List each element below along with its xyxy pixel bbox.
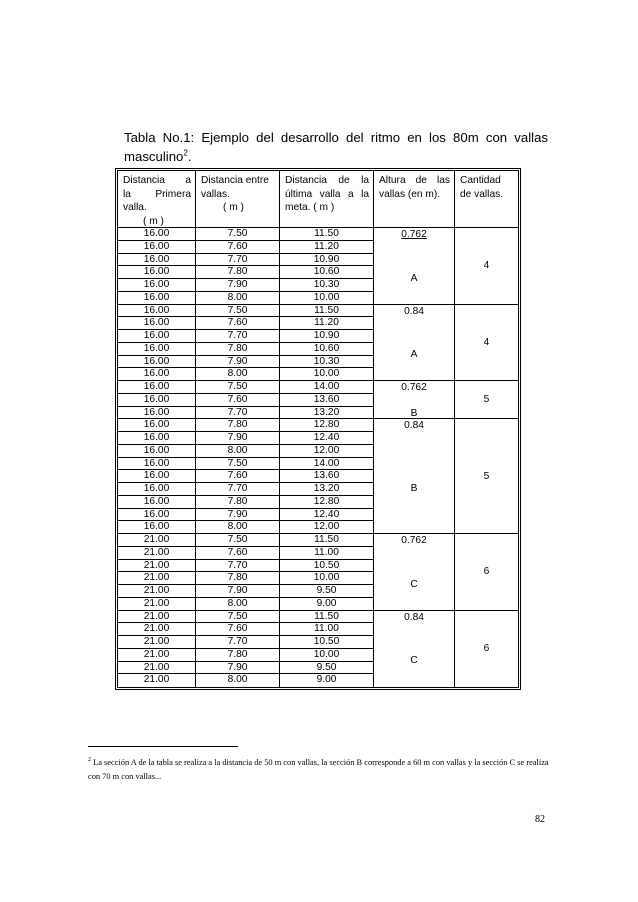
first-hurdle-cell: 16.00 — [118, 381, 196, 393]
first-hurdle-cell: 16.00 — [118, 496, 196, 508]
first-hurdle-cell: 16.00 — [118, 343, 196, 355]
between-hurdles-cell: 7.60 — [196, 547, 280, 559]
last-hurdle-cell: 10.90 — [280, 330, 374, 342]
between-hurdles-cell: 7.70 — [196, 407, 280, 419]
hurdle-group — [374, 419, 518, 534]
between-hurdles-cell: 7.80 — [196, 266, 280, 278]
last-hurdle-cell: 10.00 — [280, 368, 374, 380]
hurdle-group — [374, 534, 518, 611]
hurdle-count-value: 4 — [483, 336, 490, 348]
last-hurdle-cell: 14.00 — [280, 458, 374, 470]
last-hurdle-cell: 13.20 — [280, 407, 374, 419]
between-hurdles-cell: 7.50 — [196, 458, 280, 470]
first-hurdle-cell: 16.00 — [118, 305, 196, 317]
header-hurdle-height: Altura de las vallas (en m). — [374, 171, 455, 227]
between-hurdles-cell: 7.90 — [196, 585, 280, 597]
first-hurdle-cell: 16.00 — [118, 279, 196, 291]
first-hurdle-cell: 16.00 — [118, 458, 196, 470]
last-hurdle-cell: 11.20 — [280, 317, 374, 329]
between-hurdles-cell: 8.00 — [196, 521, 280, 533]
header-first-hurdle-distance: Distancia a la Primera valla. ( m ) — [118, 171, 196, 227]
last-hurdle-cell: 12.80 — [280, 496, 374, 508]
last-hurdle-cell: 9.00 — [280, 674, 374, 687]
section-letter: A — [410, 272, 418, 284]
hurdle-height-value: 0.762 — [401, 535, 427, 546]
between-hurdles-cell: 7.60 — [196, 623, 280, 635]
section-letter: C — [410, 578, 418, 590]
hurdle-height-value: 0.84 — [404, 611, 424, 623]
table-caption — [124, 128, 548, 166]
between-hurdles-cell: 8.00 — [196, 445, 280, 457]
last-hurdle-cell: 11.20 — [280, 241, 374, 253]
caption-text: Tabla No.1: Ejemplo del desarrollo del ritmo en los 80m con vallas masculino — [124, 130, 548, 164]
between-hurdles-cell: 7.50 — [196, 611, 280, 623]
last-hurdle-cell: 10.00 — [280, 649, 374, 661]
last-hurdle-cell: 14.00 — [280, 381, 374, 393]
hurdle-height-value: 0.84 — [404, 420, 424, 432]
last-hurdle-cell: 12.40 — [280, 432, 374, 444]
first-hurdle-cell: 16.00 — [118, 445, 196, 457]
last-hurdle-cell: 11.50 — [280, 611, 374, 623]
first-hurdle-cell: 16.00 — [118, 292, 196, 304]
first-hurdle-cell: 16.00 — [118, 228, 196, 240]
between-hurdles-cell: 7.60 — [196, 394, 280, 406]
last-hurdle-cell: 10.50 — [280, 560, 374, 572]
between-hurdles-cell: 8.00 — [196, 674, 280, 687]
table-header — [118, 171, 518, 228]
between-hurdles-cell: 7.90 — [196, 356, 280, 368]
between-hurdles-cell: 7.50 — [196, 228, 280, 240]
first-hurdle-cell: 16.00 — [118, 368, 196, 380]
footnote — [88, 753, 550, 784]
first-hurdle-cell: 16.00 — [118, 407, 196, 419]
footnote-text: La sección A de la tabla se realiza a la distancia de 50 m con vallas, la sección B corresponde a 60 m con vallas y la sección C se realiza con 70 m con vallas... — [88, 757, 549, 781]
last-hurdle-cell: 12.00 — [280, 445, 374, 457]
between-hurdles-cell: 7.80 — [196, 649, 280, 661]
hurdle-count-value: 6 — [483, 566, 490, 578]
between-hurdles-cell: 7.70 — [196, 560, 280, 572]
first-hurdle-cell: 21.00 — [118, 623, 196, 635]
first-hurdle-cell: 16.00 — [118, 330, 196, 342]
last-hurdle-cell: 10.30 — [280, 279, 374, 291]
last-hurdle-cell: 11.50 — [280, 534, 374, 546]
hurdle-count-value: 5 — [483, 394, 490, 406]
between-hurdles-cell: 7.70 — [196, 483, 280, 495]
between-hurdles-cell: 7.90 — [196, 509, 280, 521]
first-hurdle-cell: 16.00 — [118, 432, 196, 444]
first-hurdle-cell: 21.00 — [118, 662, 196, 674]
hurdle-group — [374, 305, 518, 382]
last-hurdle-cell: 12.40 — [280, 509, 374, 521]
last-hurdle-cell: 13.60 — [280, 394, 374, 406]
last-hurdle-cell: 12.00 — [280, 521, 374, 533]
between-hurdles-cell: 8.00 — [196, 598, 280, 610]
hurdles-table — [117, 170, 519, 688]
between-hurdles-cell: 7.60 — [196, 470, 280, 482]
hurdle-height-value: 0.762 — [401, 382, 427, 393]
between-hurdles-cell: 7.50 — [196, 534, 280, 546]
first-hurdle-cell: 16.00 — [118, 521, 196, 533]
between-hurdles-cell: 8.00 — [196, 368, 280, 380]
caption-end: . — [187, 149, 192, 164]
section-letter: B — [410, 483, 418, 494]
first-hurdle-cell: 16.00 — [118, 419, 196, 431]
footnote-separator — [88, 746, 238, 747]
first-hurdle-cell: 16.00 — [118, 241, 196, 253]
hurdle-count-value: 6 — [483, 642, 490, 654]
last-hurdle-cell: 10.60 — [280, 266, 374, 278]
hurdle-height-value: 0.84 — [404, 305, 424, 317]
section-letter: C — [410, 655, 418, 667]
section-letter: A — [410, 349, 418, 361]
header-hurdle-count: Cantidad de vallas. — [460, 175, 504, 200]
last-hurdle-cell: 12.80 — [280, 419, 374, 431]
first-hurdle-cell: 21.00 — [118, 560, 196, 572]
hurdle-height-value: 0.762 — [401, 229, 427, 240]
last-hurdle-cell: 10.30 — [280, 356, 374, 368]
last-hurdle-cell: 9.50 — [280, 585, 374, 597]
hurdle-count-value: 5 — [483, 470, 490, 482]
last-hurdle-cell: 11.00 — [280, 547, 374, 559]
between-hurdles-cell: 7.90 — [196, 662, 280, 674]
last-hurdle-cell: 10.00 — [280, 292, 374, 304]
last-hurdle-cell: 9.50 — [280, 662, 374, 674]
first-hurdle-cell: 16.00 — [118, 394, 196, 406]
table-body — [118, 228, 518, 687]
page-number: 82 — [535, 814, 545, 825]
hurdle-count-value: 4 — [483, 260, 490, 272]
between-hurdles-cell: 7.60 — [196, 241, 280, 253]
between-hurdles-cell: 7.90 — [196, 279, 280, 291]
hurdle-group — [374, 228, 518, 305]
first-hurdle-cell: 21.00 — [118, 547, 196, 559]
first-hurdle-cell: 16.00 — [118, 483, 196, 495]
first-hurdle-cell: 16.00 — [118, 470, 196, 482]
section-letter: B — [410, 407, 418, 419]
footnote-marker: 2 — [88, 757, 91, 763]
last-hurdle-cell: 13.60 — [280, 470, 374, 482]
last-hurdle-cell: 10.00 — [280, 572, 374, 584]
last-hurdle-cell: 9.00 — [280, 598, 374, 610]
first-hurdle-cell: 21.00 — [118, 534, 196, 546]
between-hurdles-cell: 7.50 — [196, 381, 280, 393]
last-hurdle-cell: 11.00 — [280, 623, 374, 635]
first-hurdle-cell: 21.00 — [118, 674, 196, 687]
caption-footnote-ref: 2 — [183, 148, 188, 158]
between-hurdles-cell: 7.70 — [196, 636, 280, 648]
between-hurdles-cell: 7.60 — [196, 317, 280, 329]
first-hurdle-cell: 16.00 — [118, 266, 196, 278]
first-hurdle-cell: 21.00 — [118, 572, 196, 584]
hurdle-group — [374, 381, 518, 419]
last-hurdle-cell: 11.50 — [280, 305, 374, 317]
first-hurdle-cell: 16.00 — [118, 356, 196, 368]
hurdle-group — [374, 611, 518, 688]
between-hurdles-cell: 7.70 — [196, 330, 280, 342]
first-hurdle-cell: 21.00 — [118, 611, 196, 623]
between-hurdles-cell: 7.80 — [196, 343, 280, 355]
first-hurdle-cell: 16.00 — [118, 509, 196, 521]
between-hurdles-cell: 7.80 — [196, 419, 280, 431]
header-last-hurdle-to-finish: Distancia de la última valla a la meta. ( m ) — [280, 171, 374, 227]
header-between-hurdles-distance: Distancia entre vallas. ( m ) — [196, 171, 280, 227]
between-hurdles-cell: 7.80 — [196, 572, 280, 584]
first-hurdle-cell: 21.00 — [118, 598, 196, 610]
first-hurdle-cell: 21.00 — [118, 636, 196, 648]
first-hurdle-cell: 16.00 — [118, 317, 196, 329]
between-hurdles-cell: 8.00 — [196, 292, 280, 304]
first-hurdle-cell: 16.00 — [118, 254, 196, 266]
first-hurdle-cell: 21.00 — [118, 649, 196, 661]
last-hurdle-cell: 10.50 — [280, 636, 374, 648]
between-hurdles-cell: 7.70 — [196, 254, 280, 266]
last-hurdle-cell: 10.90 — [280, 254, 374, 266]
between-hurdles-cell: 7.90 — [196, 432, 280, 444]
last-hurdle-cell: 11.50 — [280, 228, 374, 240]
first-hurdle-cell: 21.00 — [118, 585, 196, 597]
between-hurdles-cell: 7.80 — [196, 496, 280, 508]
between-hurdles-cell: 7.50 — [196, 305, 280, 317]
last-hurdle-cell: 10.60 — [280, 343, 374, 355]
last-hurdle-cell: 13.20 — [280, 483, 374, 495]
